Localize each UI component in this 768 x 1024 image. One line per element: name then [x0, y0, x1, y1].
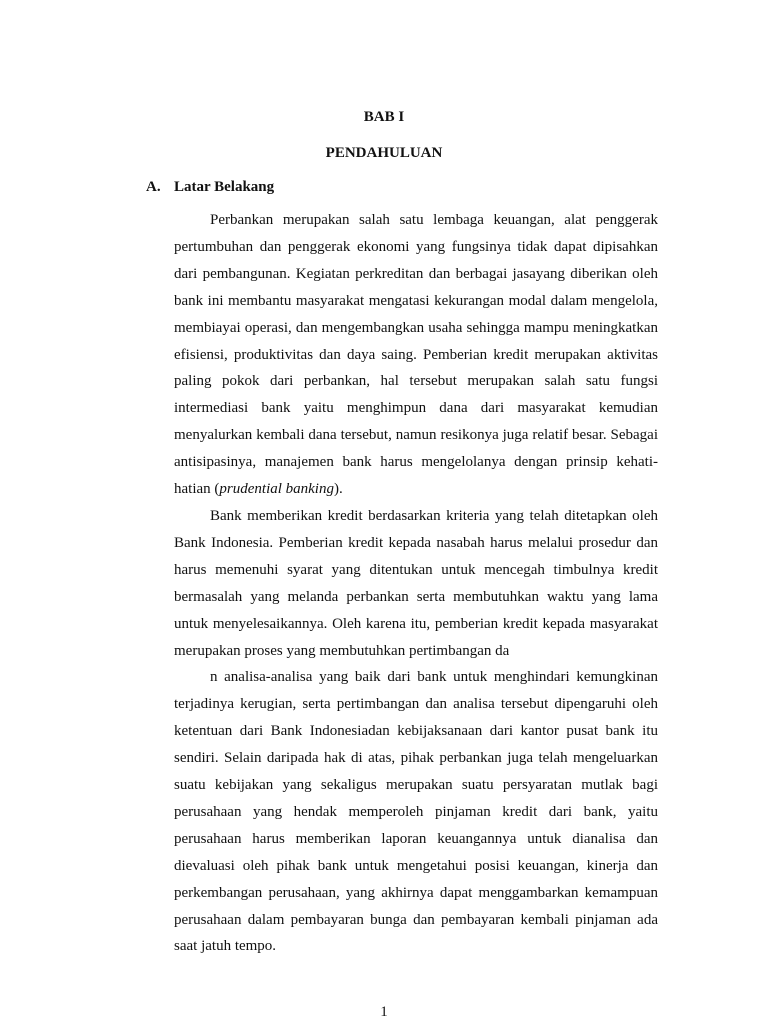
page-number: 1: [380, 1004, 388, 1020]
chapter-heading: BAB I: [363, 109, 405, 125]
chapter-title: PENDAHULUAN: [325, 145, 443, 161]
paragraph-1-italic-term: prudential banking: [219, 481, 334, 498]
section-title: Latar Belakang: [174, 179, 275, 195]
body-text: [174, 207, 658, 960]
paragraph-2: Bank memberikan kredit berdasarkan kriteria yang telah ditetapkan oleh Bank Indonesia. Pemberian kredit kepada nasabah harus melalui prosedur dan harus memenuhi syarat yang ditentukan untuk mencegah timbulnya kredit bermasalah yang melanda perbankan serta membutuhkan waktu yang lama untuk menyelesaikannya. Oleh karena itu, pemberian kredit kepada masyarakat merupakan proses yang membutuhkan pertimbangan da: [174, 507, 658, 659]
paragraph-1-text: Perbankan merupakan salah satu lembaga keuangan, alat penggerak pertumbuhan dan penggerak ekonomi yang fungsinya tidak dapat dipisahkan dari pembangunan. Kegiatan perkreditan dan berbagai jasayang diberikan oleh bank ini membantu masyarakat mengatasi kekurangan modal dalam mengelola, membiayai operasi, dan mengembangkan usaha sehingga mampu meningkatkan efisiensi, produktivitas dan daya saing. Pemberian kredit merupakan aktivitas paling pokok dari perbankan, hal tersebut merupakan salah satu fungsi intermediasi bank yaitu menghimpun dana dari masyarakat kemudian menyalurkan kembali dana tersebut, namun resikonya juga relatif besar. Sebagai antisipasinya, manajemen bank harus mengelolanya dengan prinsip kehati-hatian (: [174, 212, 658, 498]
section-number: A.: [146, 179, 161, 195]
paragraph-3: n analisa-analisa yang baik dari bank untuk menghindari kemungkinan terjadinya kerugian, serta pertimbangan dan analisa tersebut dipengaruhi oleh ketentuan dari Bank Indonesiadan kebijaksanaan dari kantor pusat bank itu sendiri. Selain daripada hak di atas, pihak perbankan juga telah mengeluarkan suatu kebijakan yang sekaligus merupakan suatu persyaratan mutlak bagi perusahaan yang hendak memperoleh pinjaman kredit dari bank, yaitu perusahaan harus memberikan laporan keuangannya untuk dianalisa dan dievaluasi oleh pihak bank untuk mengetahui posisi keuangan, kinerja dan perkembangan perusahaan, yang akhirnya dapat menggambarkan kemampuan perusahaan dalam pembayaran bunga dan pembayaran kembali pinjaman ada saat jatuh tempo.: [174, 669, 658, 955]
paragraph-1-end: ).: [333, 481, 343, 498]
section-heading: [146, 179, 274, 196]
paragraph-1: [174, 207, 658, 503]
